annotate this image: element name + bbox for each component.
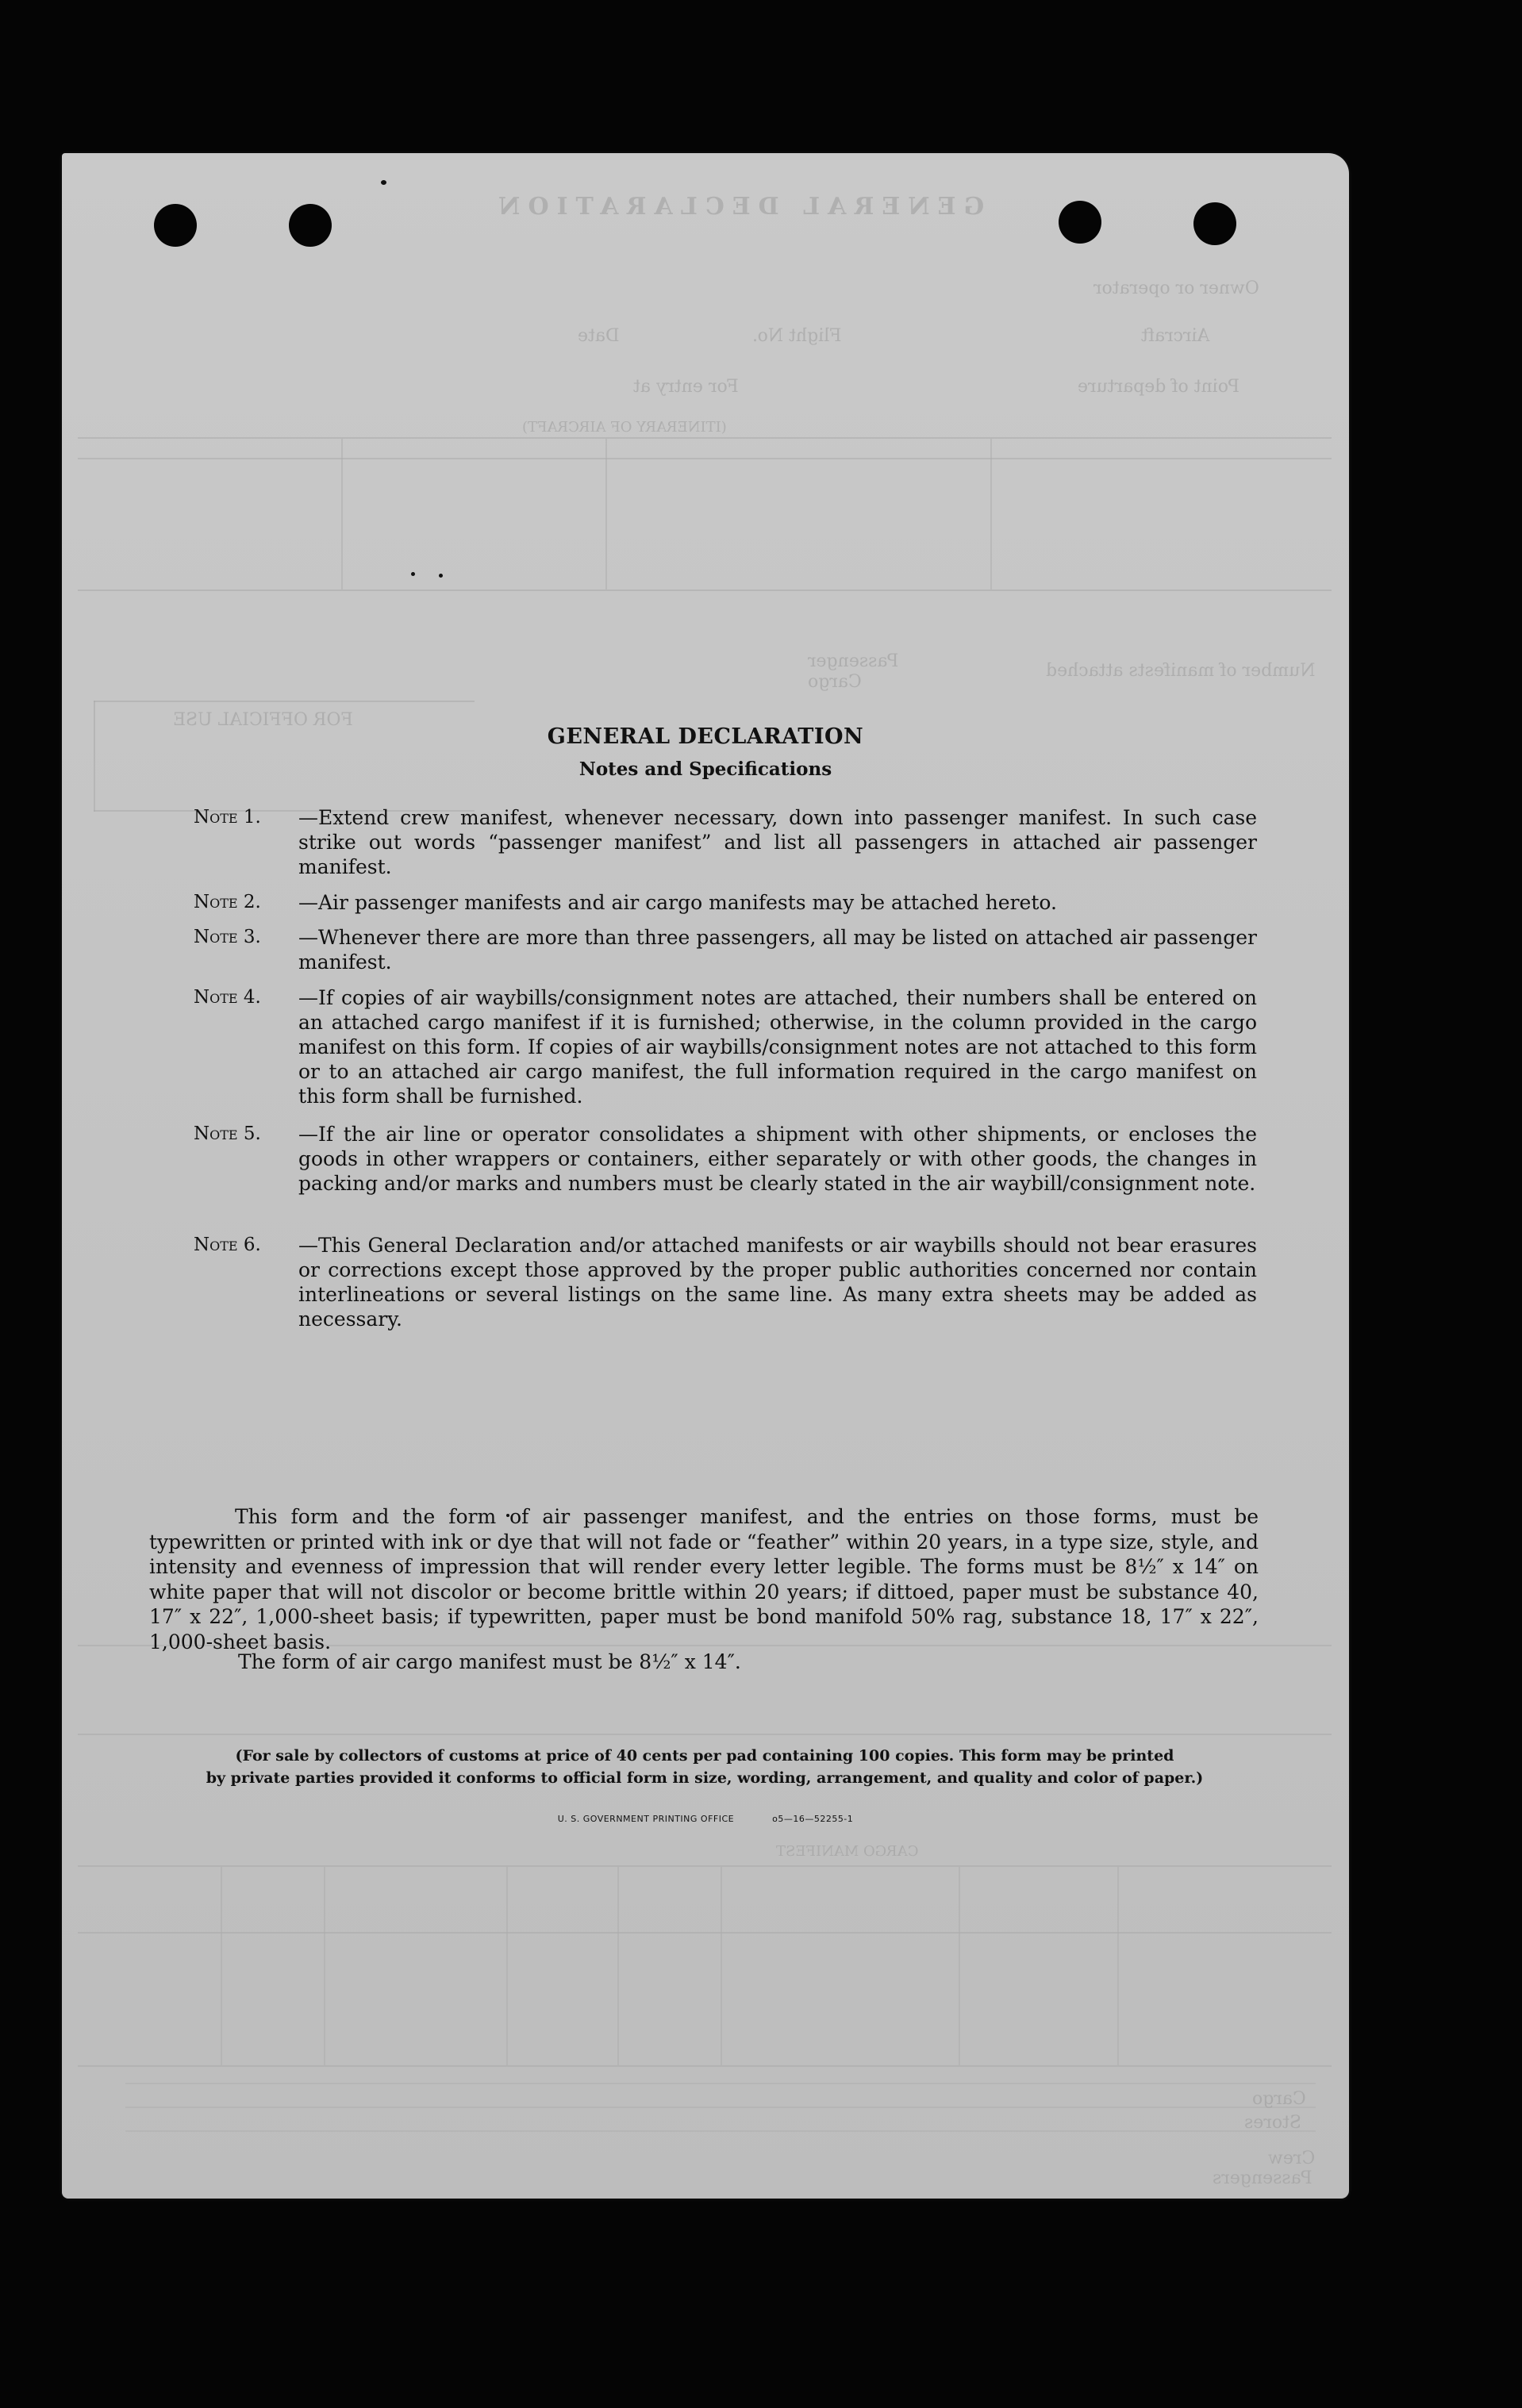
- note-label: Note 2.: [194, 892, 261, 912]
- ghost-official-use: FOR OFFICIAL USE: [173, 710, 353, 730]
- note-label: Note 3.: [194, 927, 261, 947]
- printing-office-imprint: [62, 1814, 1349, 1824]
- form-specification-paragraph: This form and the form of air passenger manifest, and the entries on those forms, must be typewritten or printed with ink or dye that will not fade or “feather” within 20 years, in a type size, style, and intensity and evenness of impression that will render every letter legible. The forms must be 8½″ x 14″ on white paper that will not discolor or become brittle within 20 years; if dittoed, paper must be substance 40, 17″ x 22″, 1,000-sheet basis; if typewritten, paper must be bond manifold 50% rag, substance 18, 17″ x 22″, 1,000-sheet basis.: [149, 1505, 1259, 1653]
- note-1: [194, 805, 1257, 879]
- note-text: —Whenever there are more than three passengers, all may be listed on attached air passenger manifest.: [298, 926, 1257, 974]
- note-3: [194, 925, 1257, 974]
- note-text: —Air passenger manifests and air cargo manifests may be attached hereto.: [298, 891, 1057, 914]
- ghost-crew: Crew: [1268, 2149, 1316, 2168]
- sale-notice-line-2: by private parties provided it conforms to official form in size, wording, arrangement, and quality and color of paper.): [206, 1769, 1204, 1787]
- sale-notice-line-1: (For sale by collectors of customs at price of 40 cents per pad containing 100 copies. This form may be printed: [235, 1747, 1174, 1765]
- note-text: —If copies of air waybills/consignment notes are attached, their numbers shall be entered on an attached cargo manifest if it is furnished; otherwise, in the column provided in the cargo manifest on this form. If copies of air waybills/consignment notes are not attached to this form or to an attached air cargo manifest, the full information required in the cargo manifest on this form shall be furnished.: [298, 986, 1257, 1108]
- ghost-passenger: Passenger: [808, 651, 899, 671]
- declaration-notes: [62, 153, 1349, 2199]
- note-text: —Extend crew manifest, whenever necessary, down into passenger manifest. In such case strike out words “passenger manifest” and list all passengers in attached air passenger manifest.: [298, 806, 1257, 878]
- cargo-manifest-size-line: The form of air cargo manifest must be 8½″ x 14″.: [238, 1650, 741, 1673]
- page-title: GENERAL DECLARATION: [547, 724, 864, 749]
- ghost-departure: Point of departure: [1078, 377, 1240, 397]
- sale-notice: [149, 1745, 1260, 1789]
- note-4: [194, 985, 1257, 1108]
- page-subtitle: Notes and Specifications: [578, 759, 832, 780]
- note-label: Note 4.: [194, 987, 261, 1008]
- ghost-cargo-manifest: CARGO MANIFEST: [776, 1843, 919, 1860]
- document-sheet: [62, 153, 1349, 2199]
- ghost-itinerary: (ITINERARY OF AIRCRAFT): [522, 419, 727, 436]
- ghost-aircraft: Aircraft: [1141, 326, 1210, 346]
- printing-office-code: o5—16—52255-1: [772, 1814, 854, 1824]
- ghost-title: GENERAL DECLARATION: [490, 193, 985, 221]
- ghost-passengers: Passengers: [1213, 2168, 1313, 2188]
- ghost-date: Date: [578, 326, 620, 346]
- note-text: —If the air line or operator consolidates a shipment with other shipments, or encloses the goods in other wrappers or containers, either separately or with other goods, the changes in packing and/or marks and numbers must be clearly stated in the air waybill/consignment note.: [298, 1123, 1257, 1195]
- ghost-cargo: Cargo: [808, 672, 862, 692]
- ghost-manifests: Number of manifests attached: [1046, 661, 1316, 681]
- note-6: [194, 1233, 1257, 1331]
- note-text: —This General Declaration and/or attached manifests or air waybills should not bear erasures or corrections except those approved by the proper public authorities concerned nor contain interlineations or several listings on the same line. As many extra sheets may be added as necessary.: [298, 1234, 1257, 1331]
- note-label: Note 1.: [194, 807, 261, 828]
- ghost-owner: Owner or operator: [1093, 278, 1259, 298]
- note-2: [194, 890, 1257, 915]
- note-5: [194, 1122, 1257, 1196]
- printing-office-name: U. S. GOVERNMENT PRINTING OFFICE: [557, 1814, 735, 1824]
- note-label: Note 5.: [194, 1123, 261, 1144]
- note-label: Note 6.: [194, 1235, 261, 1255]
- ghost-flight: Flight No.: [752, 326, 842, 346]
- ghost-stores: Stores: [1244, 2113, 1301, 2133]
- ghost-arrival: For entry at: [633, 377, 739, 397]
- ghost-cargo-label: Cargo: [1252, 2089, 1306, 2109]
